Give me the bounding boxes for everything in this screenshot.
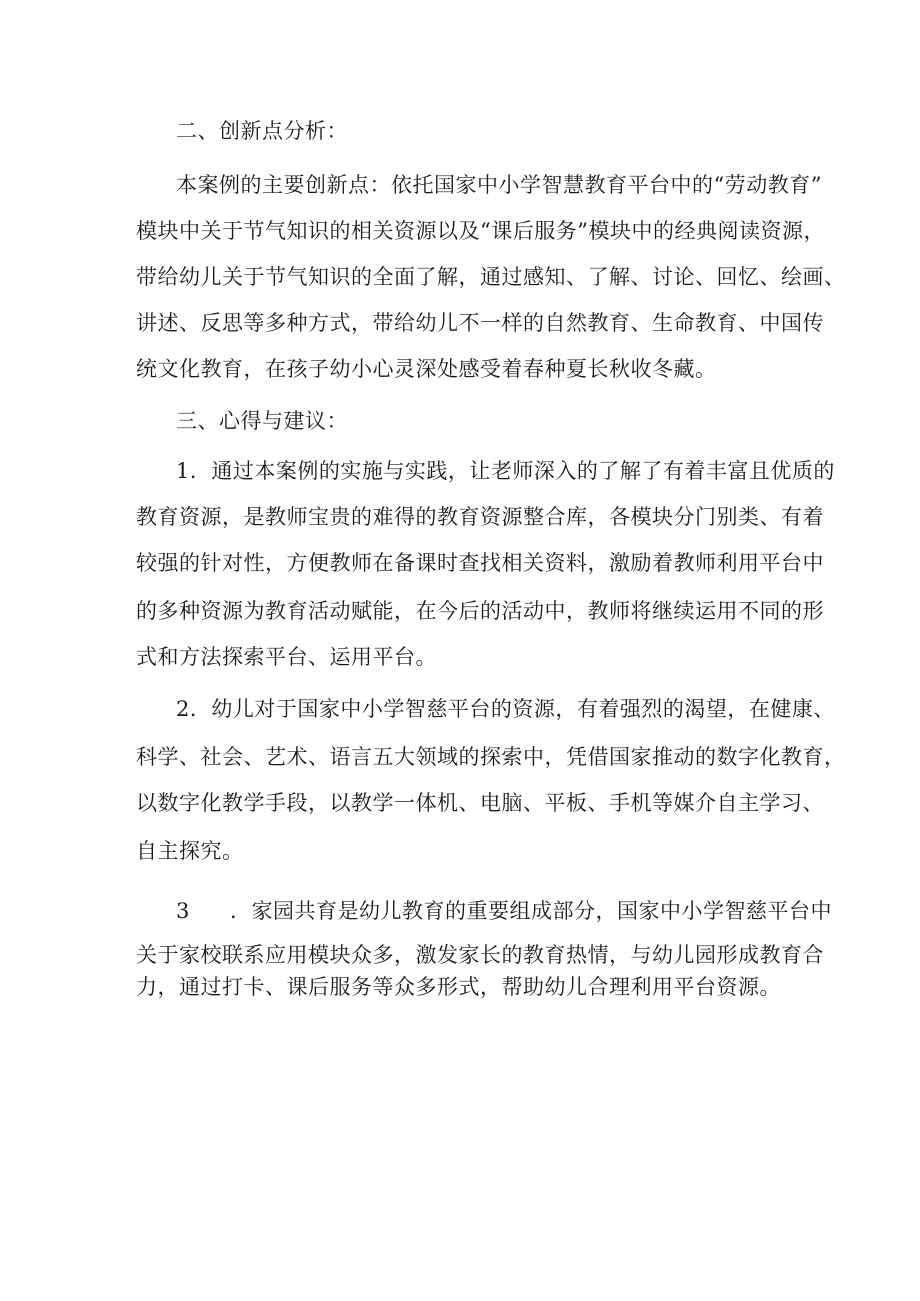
list-item-3-line: 关于家校联系应用模块众多，激发家长的教育热情，与幼儿园形成教育合 xyxy=(136,943,824,967)
paragraph-line: 讲述、反思等多种方式，带给幼儿不一样的自然教育、生命教育、中国传 xyxy=(136,311,824,335)
list-item-2-line: 以数字化教学手段，以教学一体机、电脑、平板、手机等媒介自主学习、 xyxy=(136,791,824,815)
list-item-3-number: 3 xyxy=(176,899,190,923)
list-item-3-line: ．家园共育是幼儿教育的重要组成部分，国家中小学智慈平台中 xyxy=(230,899,832,923)
list-item-2-line: 科学、社会、艺术、语言五大领域的探索中，凭借国家推动的数字化教育， xyxy=(136,745,846,769)
list-item-1-line: 较强的针对性，方便教师在备课时查找相关资料，激励着教师利用平台中 xyxy=(136,551,824,575)
list-item-1-line: 1．通过本案例的实施与实践，让老师深入的了解了有着丰富且优质的 xyxy=(176,459,835,483)
paragraph-line: 带给幼儿关于节气知识的全面了解，通过感知、了解、讨论、回忆、绘画、 xyxy=(136,265,846,289)
list-item-1-line: 式和方法探索平台、运用平台。 xyxy=(136,645,437,669)
list-item-2-line: 2．幼儿对于国家中小学智慈平台的资源，有着强烈的渴望，在健康、 xyxy=(176,697,835,721)
list-item-3-line: 力，通过打卡、课后服务等众多形式，帮助幼儿合理利用平台资源。 xyxy=(136,975,781,999)
list-item-1-line: 教育资源，是教师宝贵的难得的教育资源整合库，各模块分门别类、有着 xyxy=(136,505,824,529)
section-heading-reflections: 三、心得与建议： xyxy=(176,409,348,433)
list-item-2-line: 自主探究。 xyxy=(136,839,244,863)
section-heading-innovation: 二、创新点分析： xyxy=(176,119,348,143)
paragraph-line: 统文化教育，在孩子幼小心灵深处感受着春种夏长秋收冬藏。 xyxy=(136,357,717,381)
paragraph-line: 本案例的主要创新点：依托国家中小学智慧教育平台中的“劳动教育” xyxy=(176,173,822,197)
list-item-1-line: 的多种资源为教育活动赋能，在今后的活动中，教师将继续运用不同的形 xyxy=(136,599,824,623)
paragraph-line: 模块中关于节气知识的相关资源以及“课后服务”模块中的经典阅读资源， xyxy=(136,219,825,243)
